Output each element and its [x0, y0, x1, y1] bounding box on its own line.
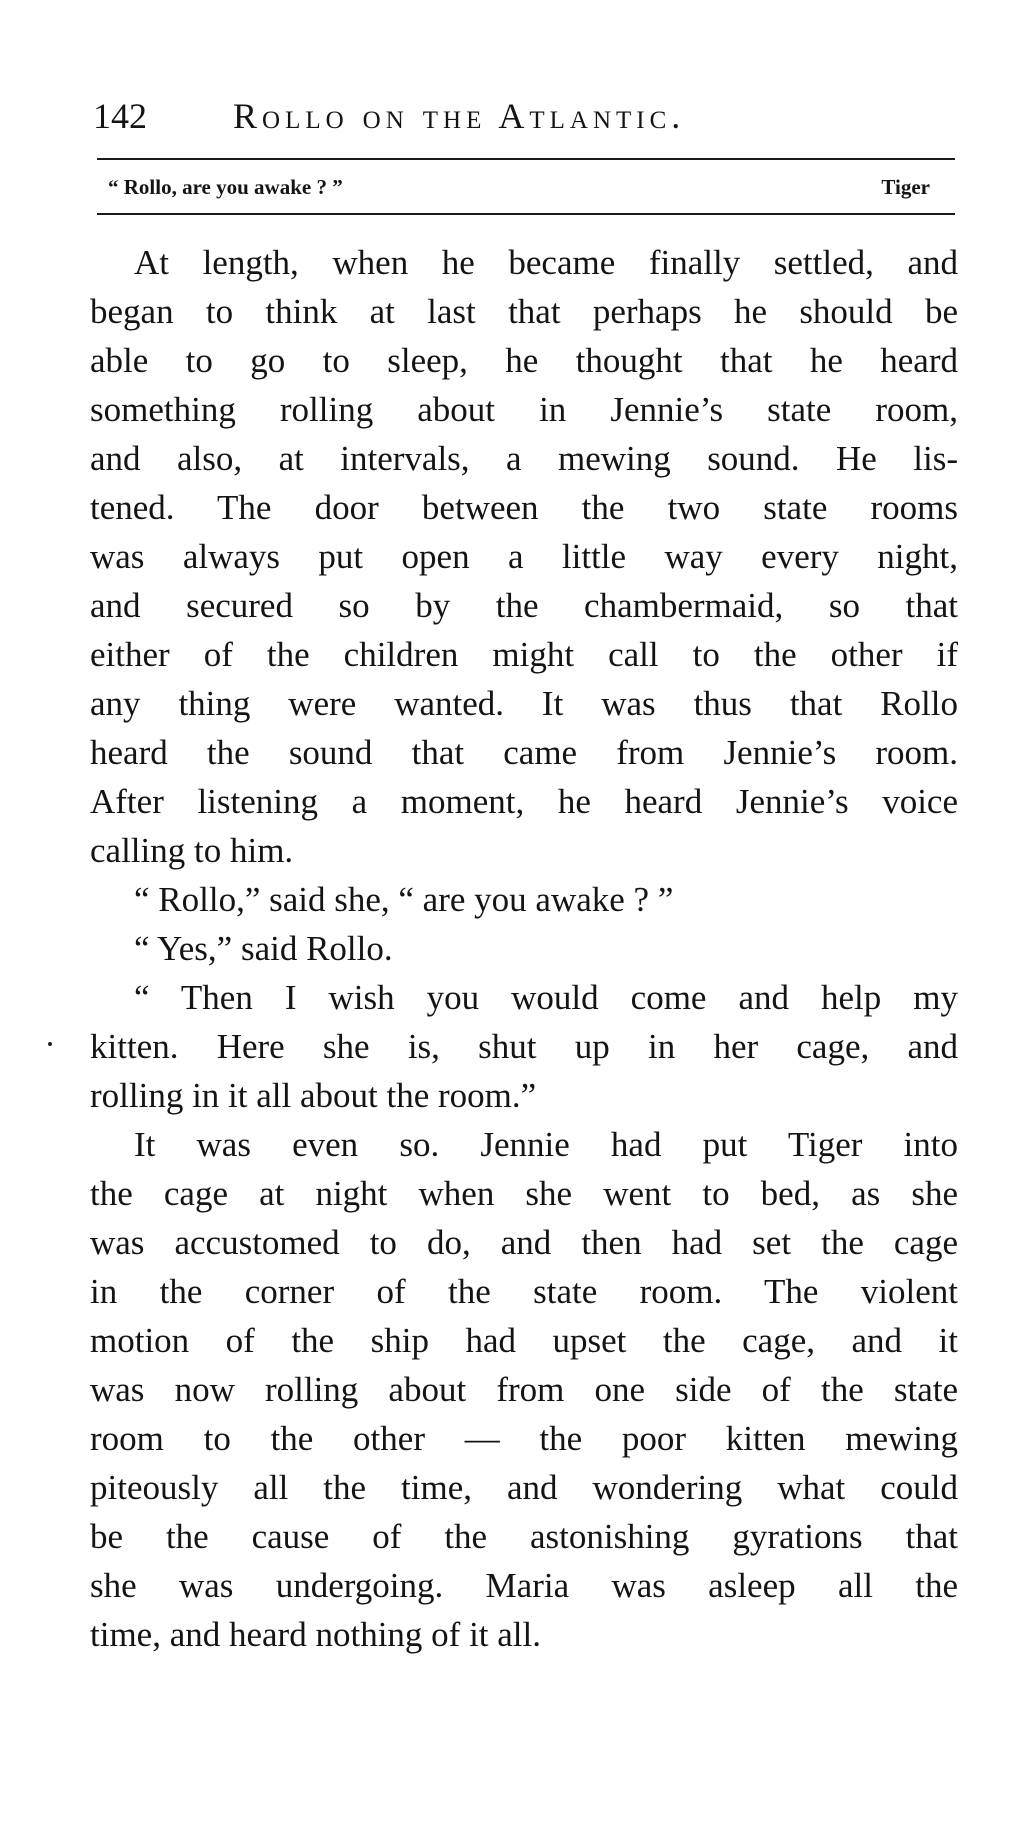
margin-speck [48, 1042, 52, 1046]
catchword-right: Tiger [881, 175, 930, 199]
text-line: “ Rollo,” said she, “ are you awake ? ” [134, 880, 674, 919]
text-line: be the cause of the astonishing gyrations that [90, 1517, 958, 1556]
text-line: motion of the ship had upset the cage, and it [90, 1321, 958, 1360]
text-line: kitten. Here she is, shut up in her cage, and [90, 1027, 958, 1066]
running-title: Rollo on the Atlantic. [233, 96, 686, 136]
text-line: and also, at intervals, a mewing sound. He lis- [90, 439, 958, 478]
text-line: was always put open a little way every night, [90, 537, 958, 576]
text-line: It was even so. Jennie had put Tiger into [134, 1125, 958, 1164]
text-line: rolling in it all about the room.” [90, 1076, 537, 1115]
catchwords-bar [108, 170, 930, 204]
text-line: tened. The door between the two state rooms [90, 488, 958, 527]
text-line: calling to him. [90, 831, 294, 870]
text-line: “ Yes,” said Rollo. [134, 929, 393, 968]
header-rule-top [97, 158, 955, 160]
text-line: something rolling about in Jennie’s state room, [90, 390, 958, 429]
text-line: able to go to sleep, he thought that he heard [90, 341, 958, 380]
text-line: any thing were wanted. It was thus that Rollo [90, 684, 958, 723]
catchword-left: “ Rollo, are you awake ? ” [108, 175, 343, 199]
text-line: was now rolling about from one side of the state [90, 1370, 958, 1409]
header-rule-bottom [97, 213, 955, 215]
text-line: “ Then I wish you would come and help my [134, 978, 958, 1017]
text-line: and secured so by the chambermaid, so that [90, 586, 958, 625]
text-line: At length, when he became finally settled, and [134, 243, 958, 282]
text-line: piteously all the time, and wondering what could [90, 1468, 958, 1507]
text-line: After listening a moment, he heard Jennie’s voice [90, 782, 958, 821]
text-line: began to think at last that perhaps he should be [90, 292, 958, 331]
running-head [93, 92, 953, 140]
text-line: was accustomed to do, and then had set the cage [90, 1223, 958, 1262]
text-line: time, and heard nothing of it all. [90, 1615, 542, 1654]
page-number: 142 [93, 96, 147, 136]
text-line: either of the children might call to the other if [90, 635, 958, 674]
text-line: room to the other — the poor kitten mewing [90, 1419, 958, 1458]
body-text [90, 238, 958, 1659]
text-line: the cage at night when she went to bed, as she [90, 1174, 958, 1213]
text-line: heard the sound that came from Jennie’s room. [90, 733, 958, 772]
text-line: she was undergoing. Maria was asleep all the [90, 1566, 958, 1605]
text-line: in the corner of the state room. The violent [90, 1272, 958, 1311]
